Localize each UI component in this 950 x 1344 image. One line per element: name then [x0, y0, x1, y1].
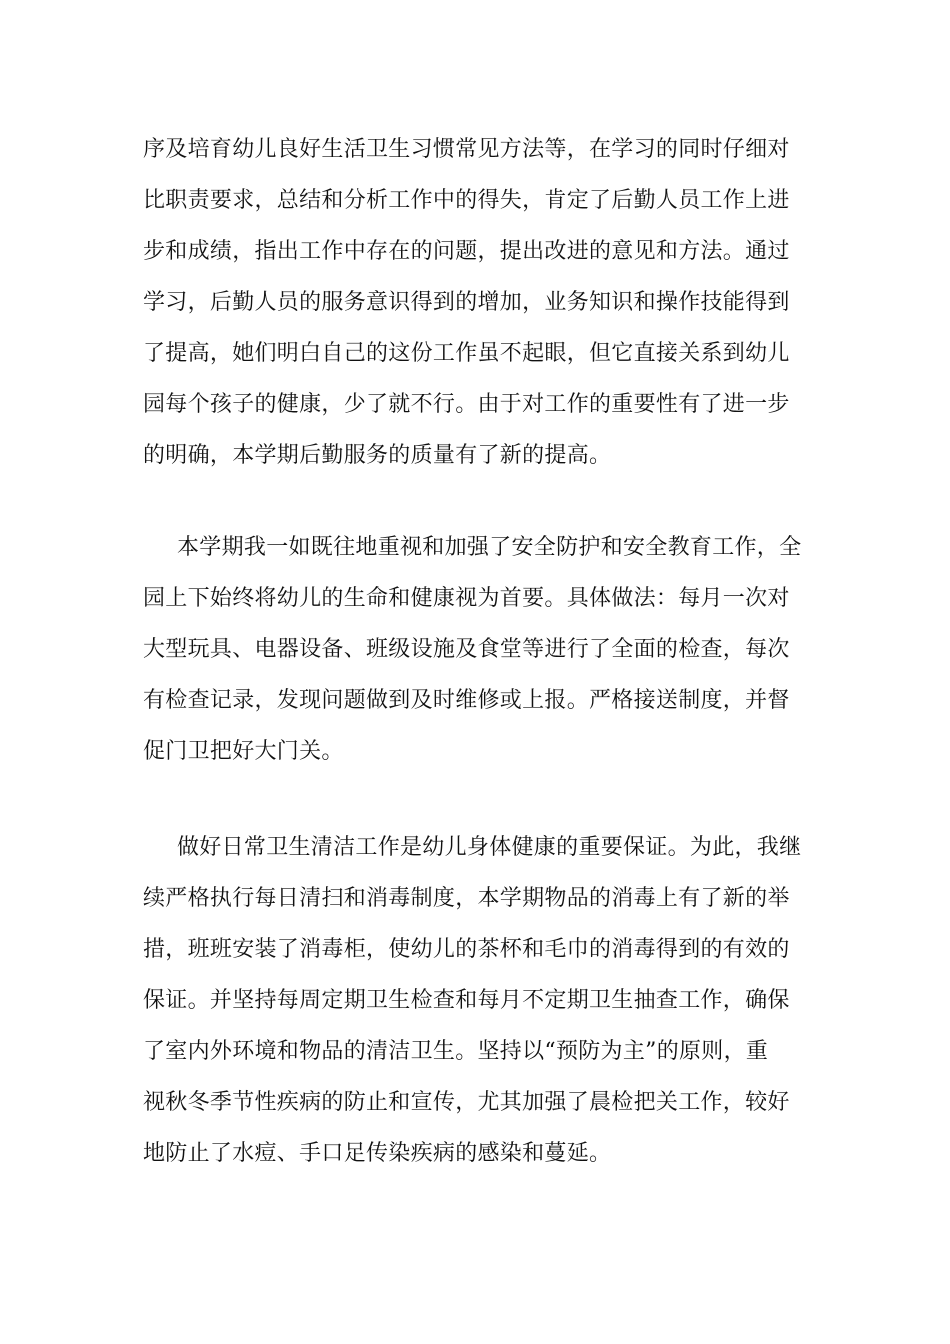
paragraph-line: 的明确，本学期后勤服务的质量有了新的提高。 — [143, 443, 612, 468]
paragraph-line: 序及培育幼儿良好生活卫生习惯常见方法等，在学习的同时仔细对 — [143, 137, 790, 162]
paragraph-line: 步和成绩，指出工作中存在的问题，提出改进的意见和方法。通过 — [143, 239, 790, 264]
paragraph-line: 园每个孩子的健康，少了就不行。由于对工作的重要性有了进一步 — [143, 392, 790, 417]
paragraph-line: 大型玩具、电器设备、班级设施及食堂等进行了全面的检查，每次 — [143, 637, 790, 662]
paragraph-line: 有检查记录，发现问题做到及时维修或上报。严格接送制度，并督 — [143, 688, 790, 713]
paragraph-line: 学习，后勤人员的服务意识得到的增加，业务知识和操作技能得到 — [143, 290, 790, 315]
paragraph-line: 了室内外环境和物品的清洁卫生。坚持以“预防为主”的原则，重 — [143, 1039, 769, 1064]
paragraph-line: 了提高，她们明白自己的这份工作虽不起眼，但它直接关系到幼儿 — [143, 341, 790, 366]
paragraph-line: 续严格执行每日清扫和消毒制度，本学期物品的消毒上有了新的举 — [143, 886, 790, 911]
paragraph-line: 本学期我一如既往地重视和加强了安全防护和安全教育工作，全 — [177, 535, 802, 560]
paragraph-line: 做好日常卫生清洁工作是幼儿身体健康的重要保证。为此，我继 — [177, 835, 802, 860]
paragraph-line: 促门卫把好大门关。 — [143, 739, 344, 764]
paragraph-line: 地防止了水痘、手口足传染疾病的感染和蔓延。 — [143, 1141, 612, 1166]
paragraph-line: 园上下始终将幼儿的生命和健康视为首要。具体做法：每月一次对 — [143, 586, 790, 611]
paragraph-line: 视秋冬季节性疾病的防止和宣传，尤其加强了晨检把关工作，较好 — [143, 1090, 790, 1115]
paragraph-line: 措，班班安装了消毒柜，使幼儿的茶杯和毛巾的消毒得到的有效的 — [143, 937, 790, 962]
paragraph-line: 比职责要求，总结和分析工作中的得失，肯定了后勤人员工作上进 — [143, 188, 790, 213]
paragraph-line: 保证。并坚持每周定期卫生检查和每月不定期卫生抽查工作，确保 — [143, 988, 790, 1013]
